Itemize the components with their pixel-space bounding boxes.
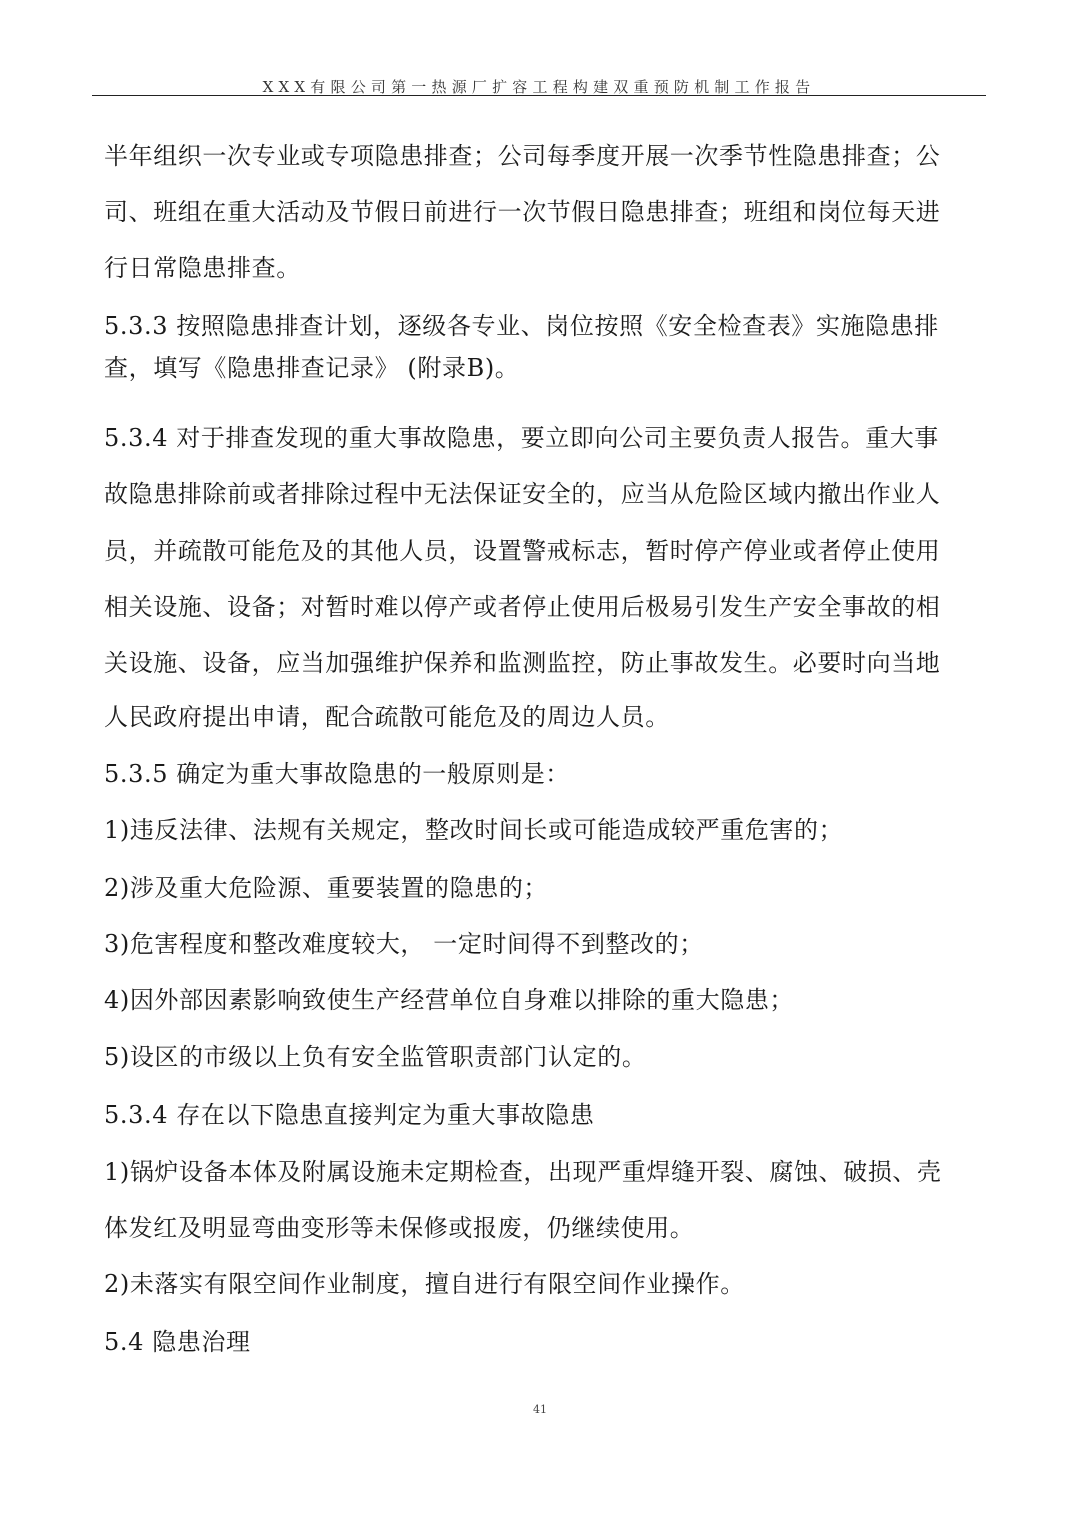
list-item: 1)违反法律、法规有关规定，整改时间长或可能造成较严重危害的； xyxy=(104,816,844,844)
list-item: 1)锅炉设备本体及附属设施未定期检查，出现严重焊缝开裂、腐蚀、破损、壳 xyxy=(104,1158,942,1186)
list-item: 4)因外部因素影响致使生产经营单位自身难以排除的重大隐患； xyxy=(104,986,795,1014)
section-5-3-4-second: 5.3.4 存在以下隐患直接判定为重大事故隐患 xyxy=(104,1101,595,1129)
list-item: 5)设区的市级以上负有安全监管职责部门认定的。 xyxy=(104,1043,647,1071)
paragraph-line: 体发红及明显弯曲变形等未保修或报废，仍继续使用。 xyxy=(104,1214,695,1242)
list-item: 2)未落实有限空间作业制度，擅自进行有限空间作业操作。 xyxy=(104,1270,745,1298)
paragraph-line: 半年组织一次专业或专项隐患排查；公司每季度开展一次季节性隐患排查；公 xyxy=(104,142,941,170)
paragraph-line: 司、班组在重大活动及节假日前进行一次节假日隐患排查；班组和岗位每天进 xyxy=(104,198,941,226)
page-number: 41 xyxy=(533,1403,547,1416)
list-item: 3)危害程度和整改难度较大， 一定时间得不到整改的； xyxy=(104,930,704,958)
paragraph-line: 员，并疏散可能危及的其他人员，设置警戒标志，暂时停产停业或者停止使用 xyxy=(104,537,941,565)
paragraph-line: 行日常隐患排查。 xyxy=(104,254,301,282)
section-5-4-heading: 5.4 隐患治理 xyxy=(104,1328,251,1356)
paragraph-line: 故隐患排除前或者排除过程中无法保证安全的，应当从危险区域内撤出作业人 xyxy=(104,480,941,508)
section-5-3-5: 5.3.5 确定为重大事故隐患的一般原则是： xyxy=(104,760,570,788)
page-header: XXX有限公司第一热源厂扩容工程构建双重预防机制工作报告 xyxy=(262,78,816,96)
section-5-3-4: 5.3.4 对于排查发现的重大事故隐患，要立即向公司主要负责人报告。重大事 xyxy=(104,424,939,452)
list-item: 2)涉及重大危险源、重要装置的隐患的； xyxy=(104,874,549,902)
paragraph-line: 查，填写《隐患排查记录》 (附录B)。 xyxy=(104,354,520,382)
paragraph-line: 关设施、设备，应当加强维护保养和监测监控，防止事故发生。必要时向当地 xyxy=(104,649,941,677)
paragraph-line: 相关设施、设备；对暂时难以停产或者停止使用后极易引发生产安全事故的相 xyxy=(104,593,941,621)
header-divider xyxy=(92,95,986,96)
section-5-3-3: 5.3.3 按照隐患排查计划，逐级各专业、岗位按照《安全检查表》实施隐患排 xyxy=(104,312,939,340)
paragraph-line: 人民政府提出申请，配合疏散可能危及的周边人员。 xyxy=(104,703,670,731)
